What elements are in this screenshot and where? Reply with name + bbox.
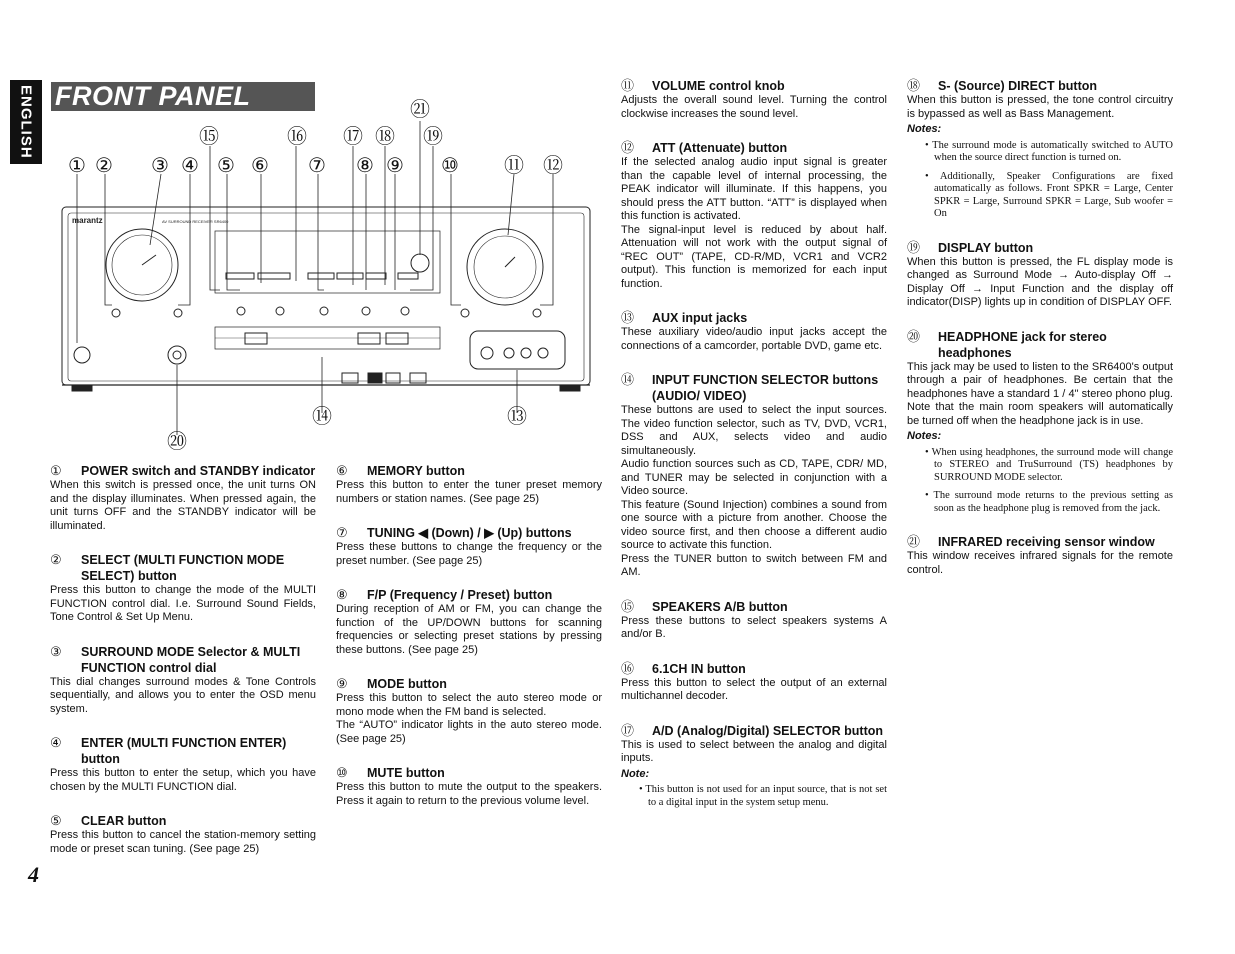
section-4 bbox=[50, 735, 316, 794]
section-body: Adjusts the overall sound level. Turning the control clockwise increases the sound level. bbox=[621, 94, 887, 120]
section-number: ⑮ bbox=[621, 598, 635, 614]
section-title: HEADPHONE jack for stereo headphones bbox=[938, 329, 1107, 360]
section-title: DISPLAY button bbox=[938, 240, 1034, 255]
section-heading bbox=[336, 676, 602, 692]
section-number: ⑳ bbox=[907, 328, 921, 344]
section-number: ㉑ bbox=[907, 534, 921, 549]
section-body: This is used to select between the analog and digital inputs. bbox=[621, 738, 887, 764]
section-title: POWER switch and STANDBY indicator bbox=[81, 464, 316, 478]
section-title: A/D (Analog/Digital) SELECTOR button bbox=[652, 723, 883, 738]
callout-11: ⑪ bbox=[504, 155, 524, 177]
section-heading bbox=[621, 140, 887, 156]
section-body: Press this button to cancel the station-memory setting mode or preset scan tuning. (See page 25) bbox=[50, 829, 316, 855]
section-20 bbox=[907, 329, 1173, 516]
callout-10: ⑩ bbox=[441, 155, 459, 177]
section-heading bbox=[621, 78, 887, 94]
section-title: MODE button bbox=[367, 677, 447, 691]
section-16 bbox=[621, 661, 887, 704]
section-heading bbox=[336, 587, 602, 603]
callout-20: ⑳ bbox=[167, 431, 187, 453]
note-item bbox=[639, 784, 887, 809]
section-number: ⑫ bbox=[621, 140, 635, 155]
section-21 bbox=[907, 534, 1173, 577]
note-item bbox=[925, 171, 1173, 221]
front-panel-diagram bbox=[50, 95, 610, 460]
bullet-icon: • bbox=[925, 446, 932, 458]
callout-3: ③ bbox=[151, 155, 169, 177]
section-body: When this button is pressed, the tone control circuitry is bypassed as well as Bass Management. bbox=[907, 94, 1173, 120]
section-number: ⑨ bbox=[336, 676, 348, 691]
section-title: MEMORY button bbox=[367, 464, 465, 478]
section-body: These auxiliary video/audio input jacks accept the connections of a camcorder, portable DVD, game etc. bbox=[621, 326, 887, 352]
model-label: AV SURROUND RECEIVER SR6400 bbox=[162, 219, 229, 224]
notes-title: Notes: bbox=[907, 123, 942, 135]
section-body: Press this button to change the mode of the MULTI FUNCTION control dial. I.e. Surround Sound Fields, Tone Control & Set Up Menu. bbox=[50, 584, 316, 623]
section-18 bbox=[907, 78, 1173, 221]
section-number: ⑯ bbox=[621, 660, 635, 676]
section-number: ① bbox=[50, 463, 62, 478]
section-title: INPUT FUNCTION SELECTOR buttons (AUDIO/ VIDEO) bbox=[652, 373, 879, 403]
section-12 bbox=[621, 140, 887, 291]
note-text: Additionally, Speaker Configurations are fixed automatically as follows. Front SPKR = Large, Center SPKR = Large, Surround SPKR = Large, Sub woofer = On bbox=[934, 170, 1173, 219]
callout-7: ⑦ bbox=[308, 155, 326, 177]
page-number: 4 bbox=[28, 862, 39, 887]
section-title: SURROUND MODE Selector & MULTI FUNCTION control dial bbox=[81, 644, 301, 675]
section-body: The “AUTO” indicator lights in the auto stereo mode. (See page 25) bbox=[336, 719, 602, 745]
section-body: When this switch is pressed once, the unit turns ON and the display illuminates. When pressed again, the unit turns OFF and the STANDBY indicator will be illuminated. bbox=[50, 479, 316, 532]
section-heading bbox=[50, 644, 316, 676]
section-body: Press the TUNER button to switch between FM and AM. bbox=[621, 552, 887, 578]
note-item bbox=[925, 447, 1173, 485]
section-number: ⑭ bbox=[621, 372, 635, 387]
section-title: SPEAKERS A/B button bbox=[652, 599, 788, 614]
section-title: SELECT (MULTI FUNCTION MODE SELECT) button bbox=[81, 553, 285, 583]
section-number: ④ bbox=[50, 735, 62, 750]
bullet-icon: • bbox=[639, 784, 646, 795]
section-heading bbox=[621, 372, 887, 404]
callout-4: ④ bbox=[181, 155, 199, 177]
section-number: ⑧ bbox=[336, 587, 348, 602]
section-body: Press these buttons to change the frequency or the preset number. (See page 25) bbox=[336, 541, 602, 567]
brand-mark: marantz bbox=[72, 216, 103, 225]
bullet-icon: • bbox=[925, 139, 933, 151]
note-text: This button is not used for an input source, that is not set to a digital input in the system setup menu. bbox=[645, 784, 887, 808]
language-tab-label: ENGLISH bbox=[17, 85, 35, 159]
callout-1: ① bbox=[68, 155, 86, 177]
callout-21: ㉑ bbox=[410, 99, 430, 121]
callout-19: ⑲ bbox=[423, 126, 443, 148]
section-body: Press this button to mute the output to the speakers. Press it again to return to the previous volume level. bbox=[336, 781, 602, 807]
callout-12: ⑫ bbox=[543, 155, 563, 177]
section-body: This jack may be used to listen to the SR6400's output through a pair of headphones. Be certain that the headphones have a standard 1 / 4" stereo phono plug. Note that the main room speakers will automatically be turned off when the headphone jack is in use. bbox=[907, 360, 1173, 427]
callout-2: ② bbox=[95, 155, 113, 177]
callout-9: ⑨ bbox=[386, 155, 404, 177]
section-heading bbox=[50, 813, 316, 829]
section-heading bbox=[336, 765, 602, 781]
section-body: This feature (Sound Injection) combines a sound from one source with a picture from another. Choose the video source first, and then choose a different audio source to activate this function. bbox=[621, 498, 887, 551]
section-19 bbox=[907, 240, 1173, 310]
section-heading bbox=[621, 723, 887, 739]
section-14 bbox=[621, 372, 887, 580]
section-17 bbox=[621, 723, 887, 810]
section-2 bbox=[50, 552, 316, 625]
column-4 bbox=[907, 78, 1173, 596]
note-text: When using headphones, the surround mode will change to STEREO and TruSurround (TS) headphones by SURROUND MODE selector. bbox=[931, 446, 1173, 483]
notes-title: Note: bbox=[621, 767, 650, 780]
section-body: When this button is pressed, the FL display mode is changed as Surround Mode → Auto-display Off → Display Off → Input Function and the display off indicator(DISP) lights up in condition of DISPLAY OFF. bbox=[907, 255, 1173, 308]
section-body: If the selected analog audio input signal is greater than the capable level of internal processing, the PEAK indicator will illuminate. If this happens, you should press the ATT button. “ATT” is displayed when this function is activated. bbox=[621, 156, 887, 222]
section-title: TUNING ◀ (Down) / ▶ (Up) buttons bbox=[367, 526, 572, 540]
callout-8: ⑧ bbox=[356, 155, 374, 177]
section-number: ⑲ bbox=[907, 239, 921, 255]
section-title: ENTER (MULTI FUNCTION ENTER) button bbox=[81, 736, 287, 766]
note-item bbox=[925, 140, 1173, 165]
section-heading bbox=[907, 329, 1173, 361]
callout-17: ⑰ bbox=[343, 126, 363, 148]
notes-title: Notes: bbox=[907, 430, 942, 442]
section-1 bbox=[50, 463, 316, 533]
section-body: Press this button to enter the tuner preset memory numbers or station names. (See page 25) bbox=[336, 479, 602, 505]
section-8 bbox=[336, 587, 602, 657]
callout-13: ⑬ bbox=[507, 406, 527, 428]
callout-6: ⑥ bbox=[251, 155, 269, 177]
section-title: F/P (Frequency / Preset) button bbox=[367, 588, 553, 602]
section-body: This dial changes surround modes & Tone Controls sequentially, and allows you to enter the OSD menu system. bbox=[50, 675, 316, 715]
section-number: ⑬ bbox=[621, 310, 635, 325]
section-heading bbox=[621, 599, 887, 615]
section-title: AUX input jacks bbox=[652, 311, 748, 325]
section-heading bbox=[907, 240, 1173, 256]
section-body: The signal-input level is reduced by about half. Attenuation will not work with the output signal of “REC OUT” (TAPE, CD-R/MD, VCR1 and VCR2 output). This function is memorized for each input function. bbox=[621, 223, 887, 290]
section-heading bbox=[50, 735, 316, 767]
section-title: CLEAR button bbox=[81, 814, 167, 828]
section-heading bbox=[50, 552, 316, 584]
section-title: VOLUME control knob bbox=[652, 79, 785, 93]
section-body: Press this button to select the auto stereo mode or mono mode when the FM band is selected. bbox=[336, 692, 602, 718]
receiver-illustration bbox=[62, 207, 590, 391]
section-body: Press these buttons to select speakers systems A and/or B. bbox=[621, 614, 887, 640]
section-9 bbox=[336, 676, 602, 746]
section-number: ⑤ bbox=[50, 813, 62, 828]
section-number: ⑱ bbox=[907, 78, 921, 93]
note-text: The surround mode returns to the previous setting as soon as the headphone plug is removed from the jack. bbox=[933, 490, 1173, 514]
section-body: This window receives infrared signals for the remote control. bbox=[907, 550, 1173, 576]
section-body: These buttons are used to select the input sources. The video function selector, such as TV, DVD, VCR1, DSS and AUX, selects video and audio simultaneously. bbox=[621, 404, 887, 457]
section-body: Audio function sources such as CD, TAPE, CDR/ MD, and TUNER may be selected in conjunction with a Video source. bbox=[621, 458, 887, 497]
note-text: The surround mode is automatically switched to AUTO when the source direct function is turned on. bbox=[932, 139, 1173, 163]
section-heading bbox=[50, 463, 316, 479]
section-body: Press this button to select the output of an external multichannel decoder. bbox=[621, 676, 887, 702]
bullet-icon: • bbox=[925, 490, 934, 501]
page-title: FRONT PANEL bbox=[55, 81, 251, 111]
callout-15: ⑮ bbox=[199, 126, 219, 148]
section-title: MUTE button bbox=[367, 766, 445, 780]
section-3 bbox=[50, 644, 316, 717]
callout-5: ⑤ bbox=[217, 155, 235, 177]
section-number: ⑩ bbox=[336, 765, 348, 780]
section-heading bbox=[336, 525, 602, 541]
section-title: 6.1CH IN button bbox=[652, 661, 746, 676]
section-11 bbox=[621, 78, 887, 121]
section-15 bbox=[621, 599, 887, 642]
section-title: ATT (Attenuate) button bbox=[652, 141, 788, 155]
section-heading bbox=[336, 463, 602, 479]
section-title: S- (Source) DIRECT button bbox=[938, 79, 1098, 93]
language-tab bbox=[10, 80, 42, 164]
section-13 bbox=[621, 310, 887, 353]
section-heading bbox=[907, 534, 1173, 550]
section-heading bbox=[621, 310, 887, 326]
column-1 bbox=[50, 463, 316, 875]
section-7 bbox=[336, 525, 602, 568]
section-10 bbox=[336, 765, 602, 808]
section-5 bbox=[50, 813, 316, 856]
note-item bbox=[925, 490, 1173, 515]
section-heading bbox=[621, 661, 887, 677]
section-number: ⑰ bbox=[621, 722, 635, 738]
section-number: ③ bbox=[50, 643, 62, 659]
column-2 bbox=[336, 463, 602, 827]
section-number: ② bbox=[50, 552, 62, 567]
section-6 bbox=[336, 463, 602, 506]
callout-16: ⑯ bbox=[287, 126, 307, 148]
column-3 bbox=[621, 78, 887, 828]
callout-18: ⑱ bbox=[375, 126, 395, 148]
section-number: ⑦ bbox=[336, 525, 348, 540]
bullet-icon: • bbox=[925, 170, 940, 182]
section-body: Press this button to enter the setup, which you have chosen by the MULTI FUNCTION dial. bbox=[50, 767, 316, 793]
section-heading bbox=[907, 78, 1173, 94]
section-number: ⑪ bbox=[621, 78, 635, 93]
section-number: ⑥ bbox=[336, 463, 348, 478]
section-body: During reception of AM or FM, you can change the function of the UP/DOWN buttons for scanning frequencies or selecting preset stations by pressing these buttons. (See page 25) bbox=[336, 603, 602, 656]
callout-14: ⑭ bbox=[312, 406, 332, 428]
section-title: INFRARED receiving sensor window bbox=[938, 535, 1155, 549]
